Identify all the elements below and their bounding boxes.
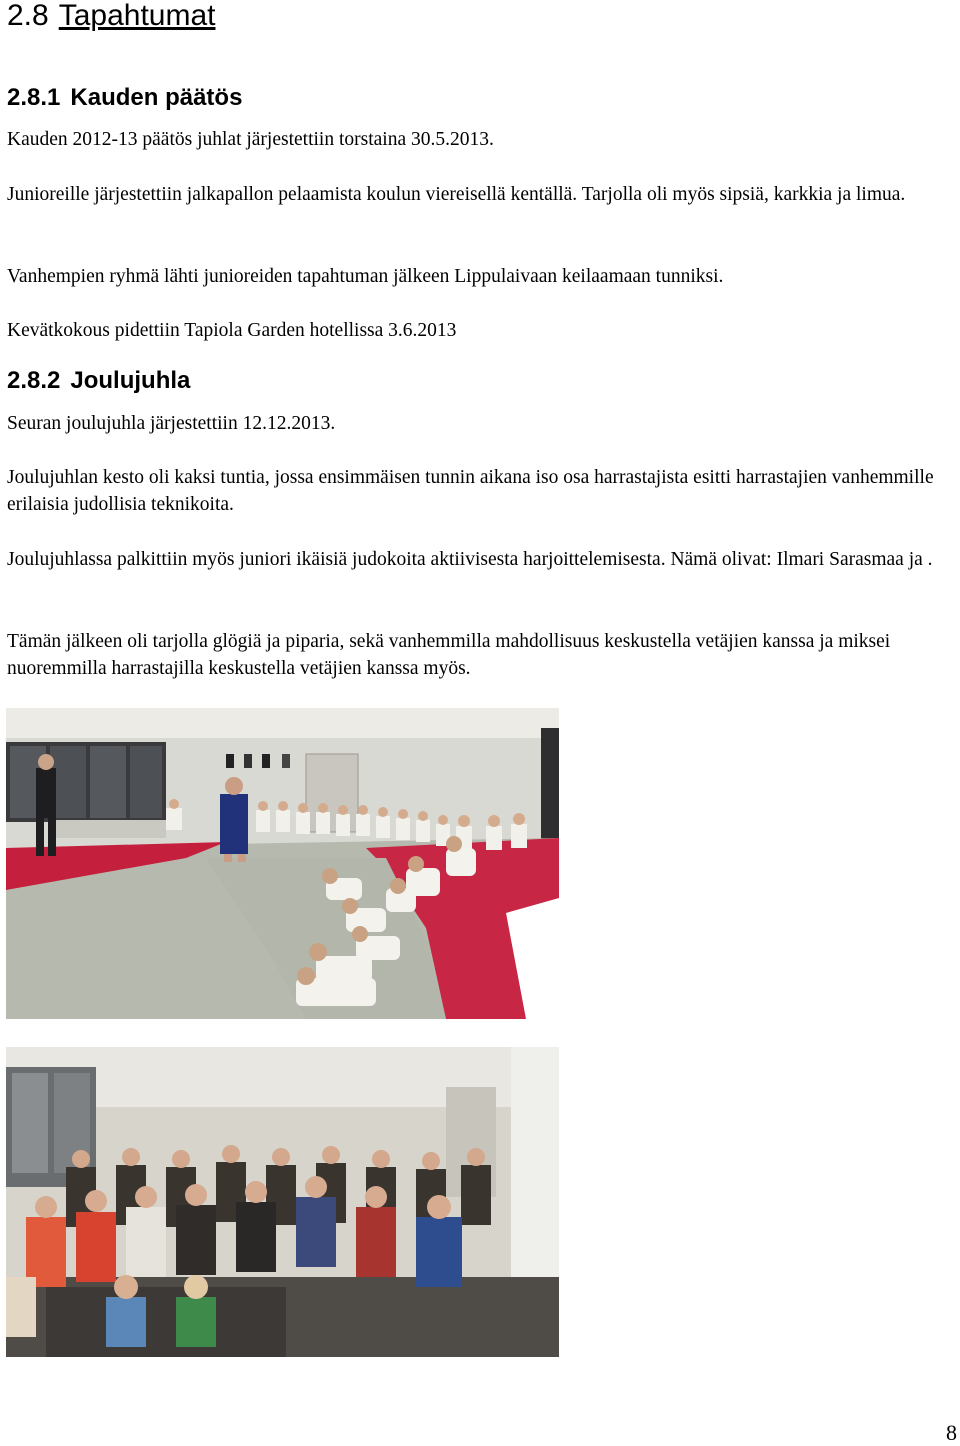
paragraph: Joulujuhlassa palkittiin myös juniori ikäisiä judokoita aktiivisesta harjoittelemisesta. Nämä olivat: Ilmari Sarasmaa ja . — [7, 549, 933, 570]
subsection-heading-joulujuhla — [7, 367, 190, 395]
subsection-number: 2.8.1 — [7, 84, 61, 111]
paragraph: Kauden 2012-13 päätös juhlat järjestettiin torstaina 30.5.2013. — [7, 129, 494, 150]
subsection-heading-kauden-paatos — [7, 84, 242, 112]
judo-mat-photo — [6, 708, 559, 1019]
paragraph: Seuran joulujuhla järjestettiin 12.12.2013. — [7, 413, 336, 434]
paragraph: Vanhempien ryhmä lähti junioreiden tapahtuman jälkeen Lippulaivaan keilaamaan tunniksi. — [7, 266, 724, 287]
section-number: 2.8 — [7, 0, 49, 32]
audience-photo — [6, 1047, 559, 1357]
paragraph: Tämän jälkeen oli tarjolla glögiä ja piparia, sekä vanhemmilla mahdollisuus keskustella vetäjien kanssa ja miksei nuoremmilla harrastajilla keskustella vetäjien kanssa myös. — [7, 631, 891, 679]
subsection-title: Kauden päätös — [70, 84, 243, 111]
paragraph: Junioreille järjestettiin jalkapallon pelaamista koulun viereisellä kentällä. Tarjolla oli myös sipsiä, karkkia ja limua. — [7, 184, 906, 205]
subsection-number: 2.8.2 — [7, 367, 61, 394]
section-title: Tapahtumat — [58, 0, 216, 32]
page-number: 8 — [946, 1420, 957, 1445]
subsection-title: Joulujuhla — [70, 367, 191, 394]
section-heading — [7, 0, 216, 33]
paragraph: Joulujuhlan kesto oli kaksi tuntia, jossa ensimmäisen tunnin aikana iso osa harrastajista esitti harrastajien vanhemmille erilaisia judollisia teknikoita. — [7, 467, 934, 515]
paragraph: Kevätkokous pidettiin Tapiola Garden hotellissa 3.6.2013 — [7, 320, 457, 341]
